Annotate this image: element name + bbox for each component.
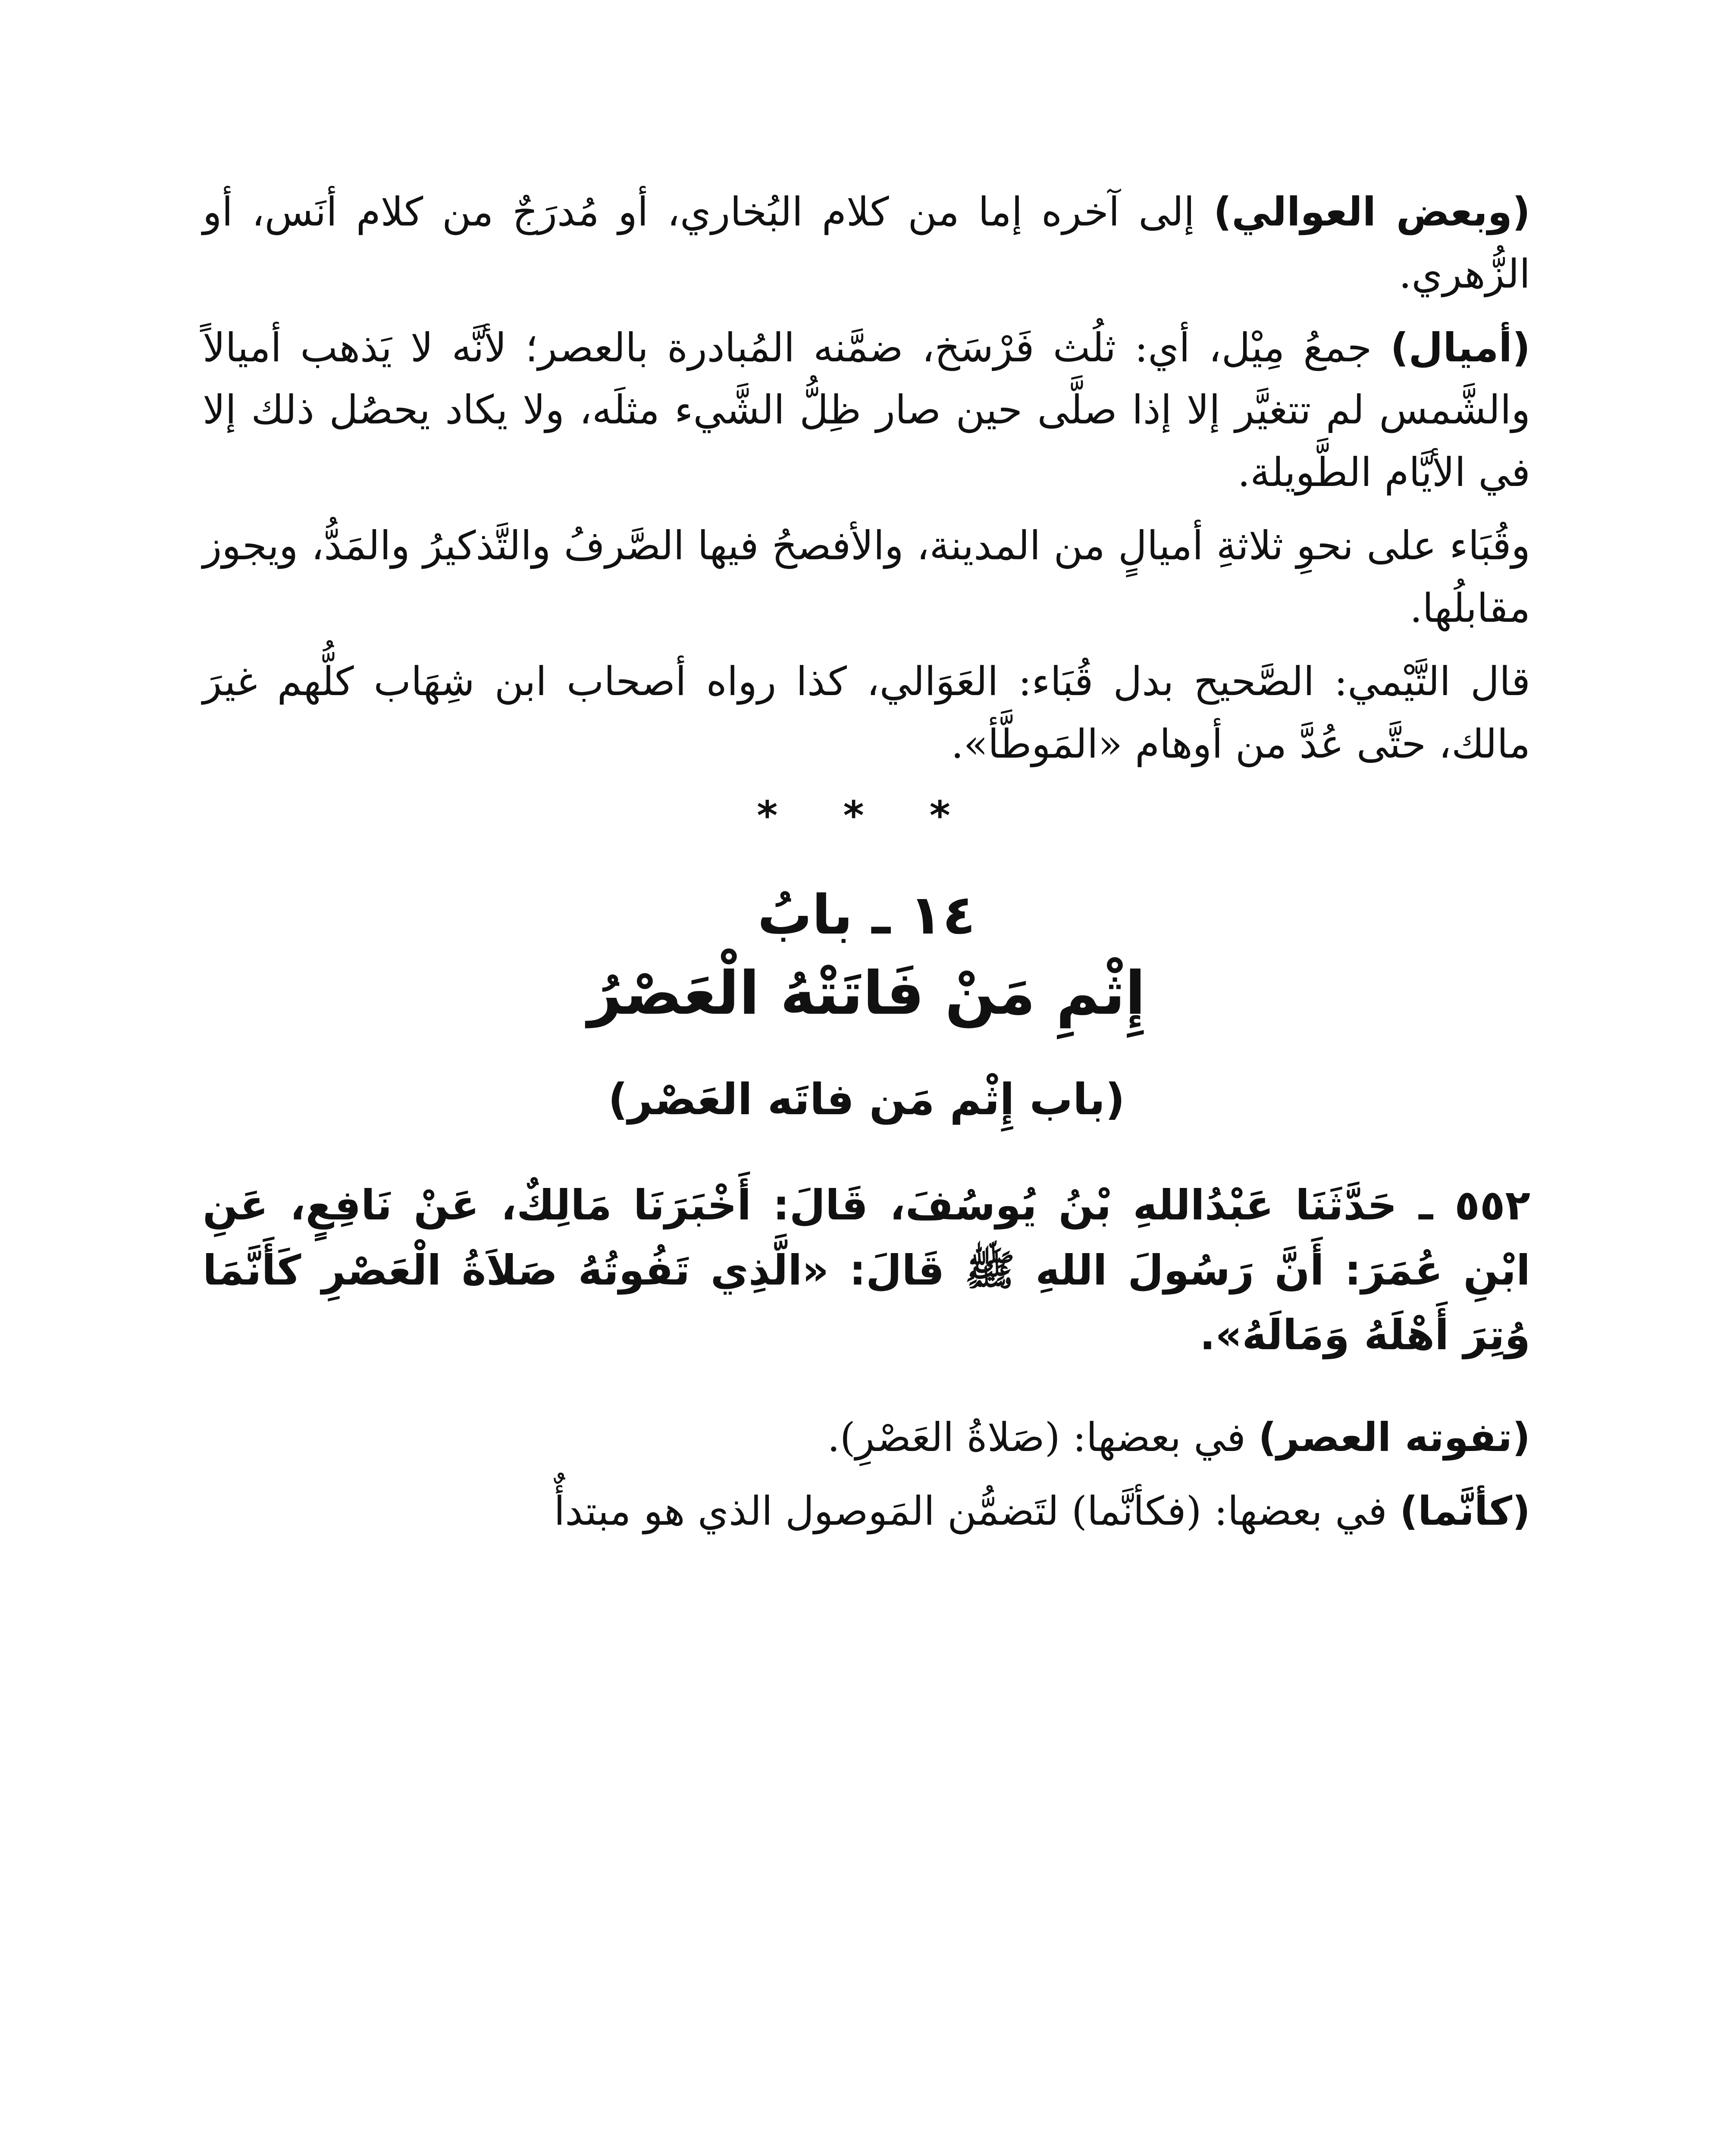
commentary-text: وقُبَاء على نحوِ ثلاثةِ أميالٍ من المدينة، والأفصحُ فيها الصَّرفُ والتَّذكيرُ والمَدُّ، ويجوز مقابلُها.: [203, 523, 1530, 631]
commentary-text: في بعضها: (صَلاةُ العَصْرِ).: [827, 1414, 1259, 1461]
commentary-term: (أميال): [1390, 324, 1530, 371]
commentary-paragraph: [203, 651, 1530, 775]
chapter-subtitle: (باب إِثْم مَن فاتَه العَصْر): [608, 1074, 1125, 1125]
commentary-paragraph: [203, 181, 1530, 306]
commentary-term: (تفوته العصر): [1258, 1414, 1530, 1461]
commentary-paragraph: [203, 317, 1530, 504]
commentary-paragraph: [203, 515, 1530, 639]
hadith-text: ٥٥٢ ـ حَدَّثَنَا عَبْدُاللهِ بْنُ يُوسُفَ، قَالَ: أَخْبَرَنَا مَالِكٌ، عَنْ نَافِعٍ، عَنِ ابْنِ عُمَرَ: أَنَّ رَسُولَ اللهِ ﷺ قَالَ: «الَّذِي تَفُوتُهُ صَلاَةُ الْعَصْرِ كَأَنَّمَا وُتِرَ أَهْلَهُ وَمَالَهُ».: [203, 1181, 1530, 1360]
commentary-text: إلى آخره إما من كلام البُخاري، أو مُدرَجٌ من كلام أنَس، أو الزُّهري.: [203, 189, 1530, 298]
commentary-text: في بعضها: (فكأنَّما) لتَضمُّن المَوصول الذي هو مبتدأٌ: [554, 1488, 1400, 1534]
commentary-term: (وبعض العوالي): [1213, 189, 1530, 235]
chapter-number: ١٤ ـ بابُ: [757, 883, 976, 946]
commentary-term: (كأنَّما): [1400, 1488, 1530, 1534]
commentary-paragraph: [203, 1480, 1530, 1542]
commentary-text: قال التَّيْمي: الصَّحيح بدل قُبَاء: العَوَالي، كذا رواه أصحاب ابن شِهَاب كلُّهم غيرَ مالك، حتَّى عُدَّ من أوهام «المَوطَّأ».: [203, 658, 1530, 767]
section-separator: * * *: [757, 792, 976, 839]
chapter-title: إِثْمِ مَنْ فَاتَتْهُ الْعَصْرُ: [587, 958, 1146, 1028]
commentary-text: جمعُ مِيْل، أي: ثلُث فَرْسَخ، ضمَّنه المُبادرة بالعصر؛ لأنَّه لا يَذهب أميالاً والشَّمس لم تتغيَّر إلا إذا صلَّى حين صار ظِلُّ الشَّيء مثلَه، ولا يكاد يحصُل ذلك إلا في الأيَّام الطَّويلة.: [203, 324, 1530, 495]
commentary-paragraph: [203, 1407, 1530, 1469]
